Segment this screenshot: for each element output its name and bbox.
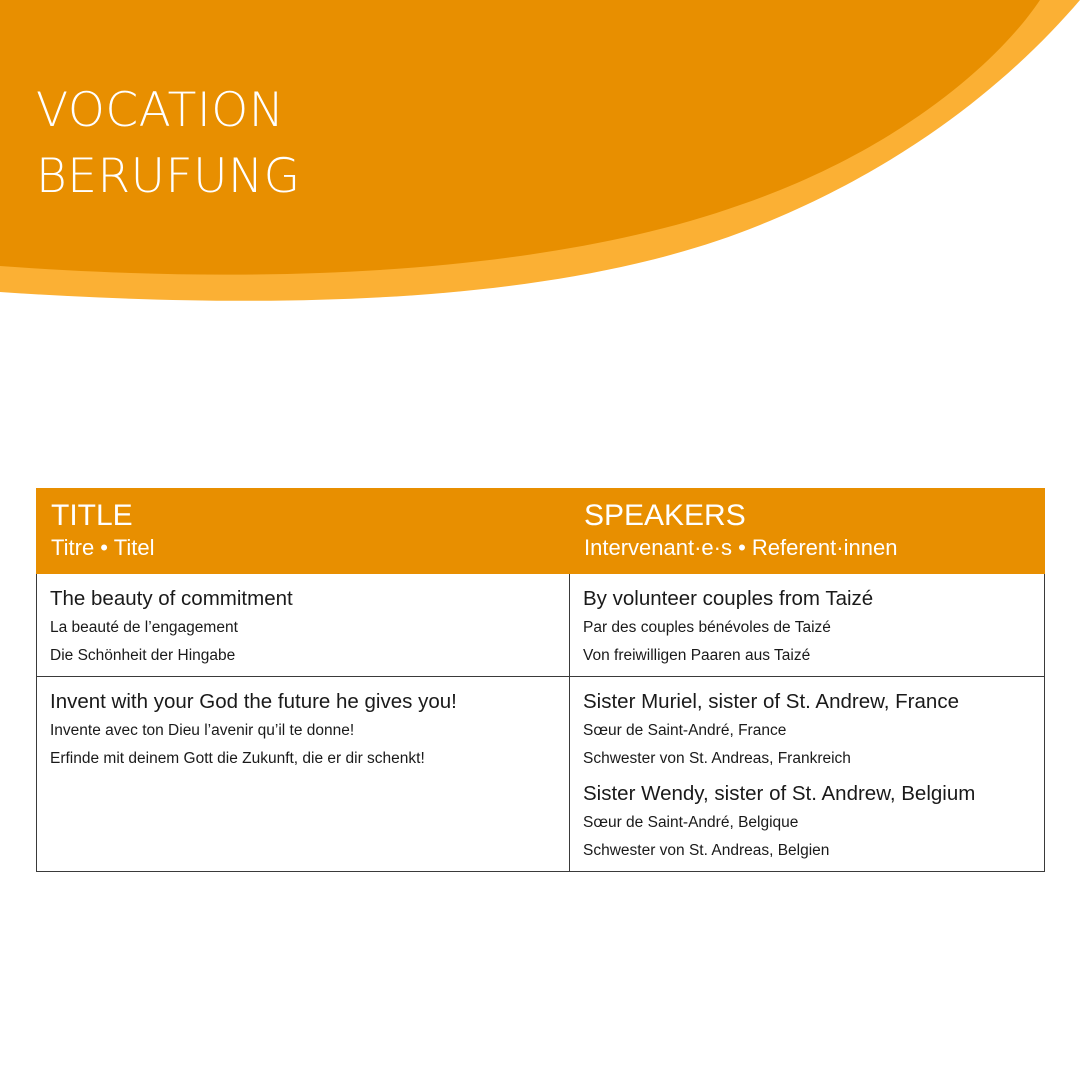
speaker-en: By volunteer couples from Taizé <box>583 587 874 610</box>
speaker-fr: Sœur de Saint-André, France <box>583 722 787 739</box>
speaker-en: Sister Muriel, sister of St. Andrew, France <box>583 690 959 713</box>
session-table <box>36 488 1045 872</box>
speaker-en: Sister Wendy, sister of St. Andrew, Belgium <box>583 782 976 805</box>
speaker-entry <box>583 687 1031 773</box>
column-header-title <box>37 489 570 574</box>
speaker-de: Von freiwilligen Paaren aus Taizé <box>583 647 811 664</box>
title-cell <box>37 574 570 677</box>
column-header-main: TITLE <box>51 499 133 532</box>
speaker-fr: Sœur de Saint-André, Belgique <box>583 814 799 831</box>
table-row <box>37 677 1045 872</box>
page-title <box>36 78 301 210</box>
column-header-sub: Titre • Titel <box>51 535 155 560</box>
table-header-row <box>37 489 1045 574</box>
speakers-cell <box>570 574 1045 677</box>
title-line-de: BERUFUNG <box>36 149 301 204</box>
session-title-de: Die Schönheit der Hingabe <box>50 647 236 664</box>
speaker-fr: Par des couples bénévoles de Taizé <box>583 619 831 636</box>
table-row <box>37 574 1045 677</box>
speaker-entry <box>583 779 1031 865</box>
session-title-fr: La beauté de l’engagement <box>50 619 238 636</box>
speakers-cell <box>570 677 1045 872</box>
session-title-de: Erfinde mit deinem Gott die Zukunft, die er dir schenkt! <box>50 750 425 767</box>
session-title-fr: Invente avec ton Dieu l’avenir qu’il te donne! <box>50 722 355 739</box>
title-cell <box>37 677 570 872</box>
column-header-sub: Intervenant·e·s • Referent·innen <box>584 535 898 560</box>
speaker-entry <box>583 584 1031 670</box>
column-header-main: SPEAKERS <box>584 499 746 532</box>
session-title-en: The beauty of commitment <box>50 587 293 610</box>
speaker-de: Schwester von St. Andreas, Frankreich <box>583 750 851 767</box>
session-title-en: Invent with your God the future he gives you! <box>50 690 457 713</box>
speaker-de: Schwester von St. Andreas, Belgien <box>583 842 830 859</box>
column-header-speakers <box>570 489 1045 574</box>
title-line-en: VOCATION <box>36 83 285 138</box>
